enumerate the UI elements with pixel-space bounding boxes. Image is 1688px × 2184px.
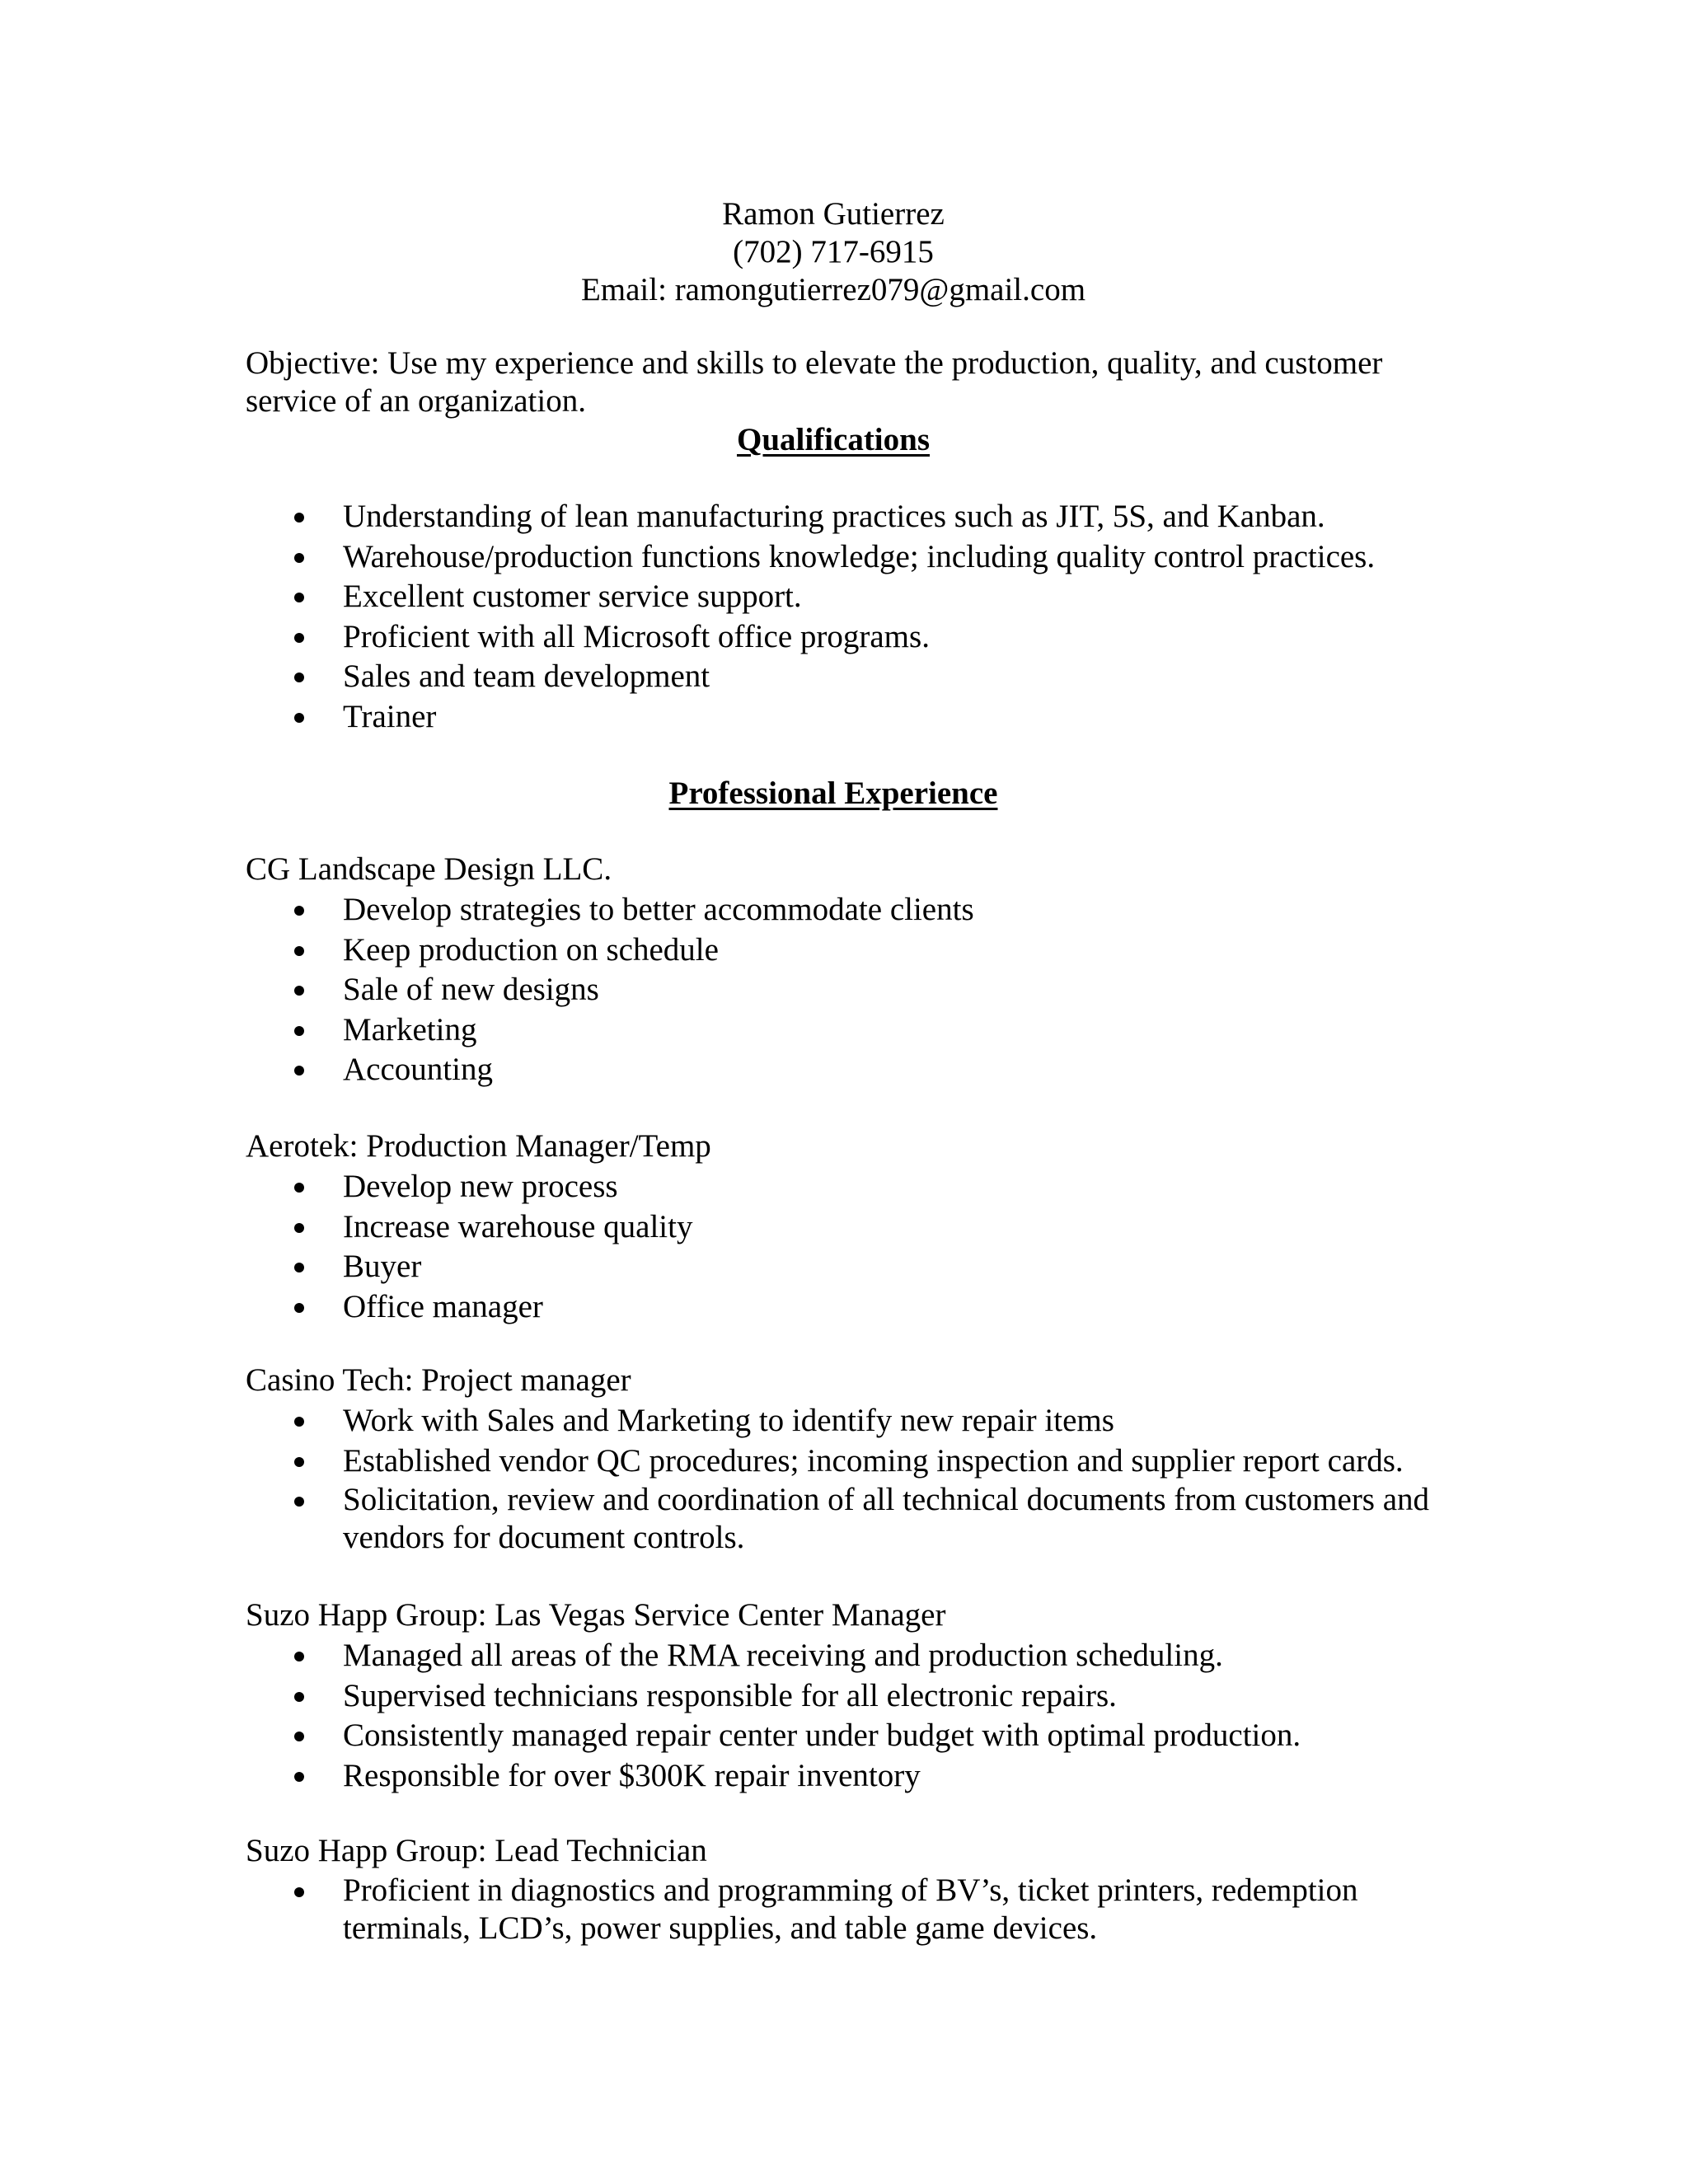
bullet-icon — [294, 946, 304, 956]
list-item-text: Established vendor QC procedures; incoming inspection and supplier report cards. — [343, 1442, 1404, 1479]
job-title-aerotek: Aerotek: Production Manager/Temp — [246, 1128, 711, 1164]
candidate-email: Email: ramongutierrez079@gmail.com — [580, 272, 1086, 307]
job-list-suzo-happ-technician — [0, 1872, 1439, 1947]
bullet-icon — [294, 1652, 304, 1661]
list-item — [0, 1676, 1439, 1717]
list-item — [0, 970, 1439, 1010]
bullet-icon — [294, 513, 304, 523]
bullet-icon — [294, 553, 304, 563]
job-list-cg-landscape — [0, 890, 1439, 1090]
list-item-text: Understanding of lean manufacturing practices such as JIT, 5S, and Kanban. — [343, 499, 1325, 534]
bullet-icon — [294, 1223, 304, 1233]
list-item-text: Develop strategies to better accommodate clients — [343, 892, 974, 927]
list-item — [0, 1167, 1439, 1207]
list-item-text: Work with Sales and Marketing to identify new repair items — [343, 1403, 1114, 1438]
bullet-icon — [294, 593, 304, 602]
list-item-text: Supervised technicians responsible for all electronic repairs. — [343, 1677, 1117, 1713]
qualifications-list — [0, 497, 1439, 737]
list-item — [0, 497, 1439, 537]
list-item-text: Excellent customer service support. — [343, 579, 802, 614]
candidate-name: Ramon Gutierrez — [722, 196, 945, 232]
list-item-text: Trainer — [343, 698, 437, 734]
list-item-text: Proficient in diagnostics and programming of BV’s, ticket printers, redemption terminals, LCD’s, power supplies, and table game devices. — [343, 1872, 1358, 1946]
list-item-text: Sale of new designs — [343, 972, 599, 1007]
list-item — [0, 697, 1439, 738]
list-item-text: Responsible for over $300K repair inventory — [343, 1757, 921, 1793]
bullet-icon — [294, 1183, 304, 1193]
qualifications-heading — [0, 421, 1667, 459]
list-item-text: Proficient with all Microsoft office programs. — [343, 618, 930, 654]
list-item — [0, 577, 1439, 617]
job-title-cg-landscape: CG Landscape Design LLC. — [246, 851, 612, 887]
bullet-icon — [294, 906, 304, 916]
experience-heading-text: Professional Experience — [668, 776, 998, 811]
list-item-text: Accounting — [343, 1052, 493, 1087]
bullet-icon — [294, 1066, 304, 1076]
list-item-text: Managed all areas of the RMA receiving and production scheduling. — [343, 1638, 1223, 1673]
list-item — [0, 537, 1439, 578]
bullet-icon — [294, 673, 304, 682]
list-item-text: Solicitation, review and coordination of all technical documents from customers and vendors for document controls. — [343, 1482, 1430, 1555]
bullet-icon — [294, 1026, 304, 1036]
job-title-suzo-happ-manager: Suzo Happ Group: Las Vegas Service Center Manager — [246, 1597, 946, 1633]
list-item — [0, 1481, 1439, 1557]
list-item — [0, 617, 1439, 658]
list-item — [0, 657, 1439, 697]
list-item-text: Develop new process — [343, 1169, 618, 1204]
list-item — [0, 930, 1439, 971]
list-item — [0, 1441, 1439, 1482]
job-title-casino-tech: Casino Tech: Project manager — [246, 1362, 631, 1398]
bullet-icon — [294, 713, 304, 723]
bullet-icon — [294, 1457, 304, 1467]
bullet-icon — [294, 1417, 304, 1427]
bullet-icon — [294, 1497, 304, 1507]
list-item-text: Consistently managed repair center under budget with optimal production. — [343, 1718, 1301, 1753]
bullet-icon — [294, 1263, 304, 1272]
bullet-icon — [294, 1732, 304, 1741]
list-item-text: Buyer — [343, 1249, 422, 1284]
job-list-suzo-happ-manager — [0, 1636, 1439, 1796]
list-item — [0, 1716, 1439, 1756]
qualifications-heading-text: Qualifications — [736, 422, 931, 457]
candidate-phone: (702) 717-6915 — [733, 234, 934, 269]
experience-heading — [0, 775, 1667, 813]
list-item — [0, 1872, 1439, 1947]
bullet-icon — [294, 1772, 304, 1782]
list-item-text: Sales and team development — [343, 658, 710, 694]
list-item-text: Marketing — [343, 1011, 477, 1047]
bullet-icon — [294, 1692, 304, 1702]
list-item — [0, 1287, 1439, 1328]
list-item — [0, 1050, 1439, 1090]
job-list-casino-tech — [0, 1401, 1439, 1557]
list-item — [0, 1636, 1439, 1676]
list-item-text: Office manager — [343, 1288, 543, 1324]
objective-text: Objective: Use my experience and skills to elevate the production, quality, and customer service of an organization. — [246, 345, 1383, 419]
list-item — [0, 890, 1439, 930]
list-item — [0, 1756, 1439, 1797]
list-item — [0, 1207, 1439, 1248]
list-item-text: Warehouse/production functions knowledge; including quality control practices. — [343, 538, 1376, 574]
bullet-icon — [294, 1303, 304, 1313]
list-item — [0, 1010, 1439, 1051]
list-item-text: Increase warehouse quality — [343, 1208, 693, 1244]
bullet-icon — [294, 1887, 304, 1897]
job-list-aerotek — [0, 1167, 1439, 1327]
bullet-icon — [294, 986, 304, 996]
list-item — [0, 1247, 1439, 1287]
list-item-text: Keep production on schedule — [343, 931, 719, 968]
list-item — [0, 1401, 1439, 1441]
job-title-suzo-happ-technician: Suzo Happ Group: Lead Technician — [246, 1833, 707, 1868]
bullet-icon — [294, 633, 304, 643]
